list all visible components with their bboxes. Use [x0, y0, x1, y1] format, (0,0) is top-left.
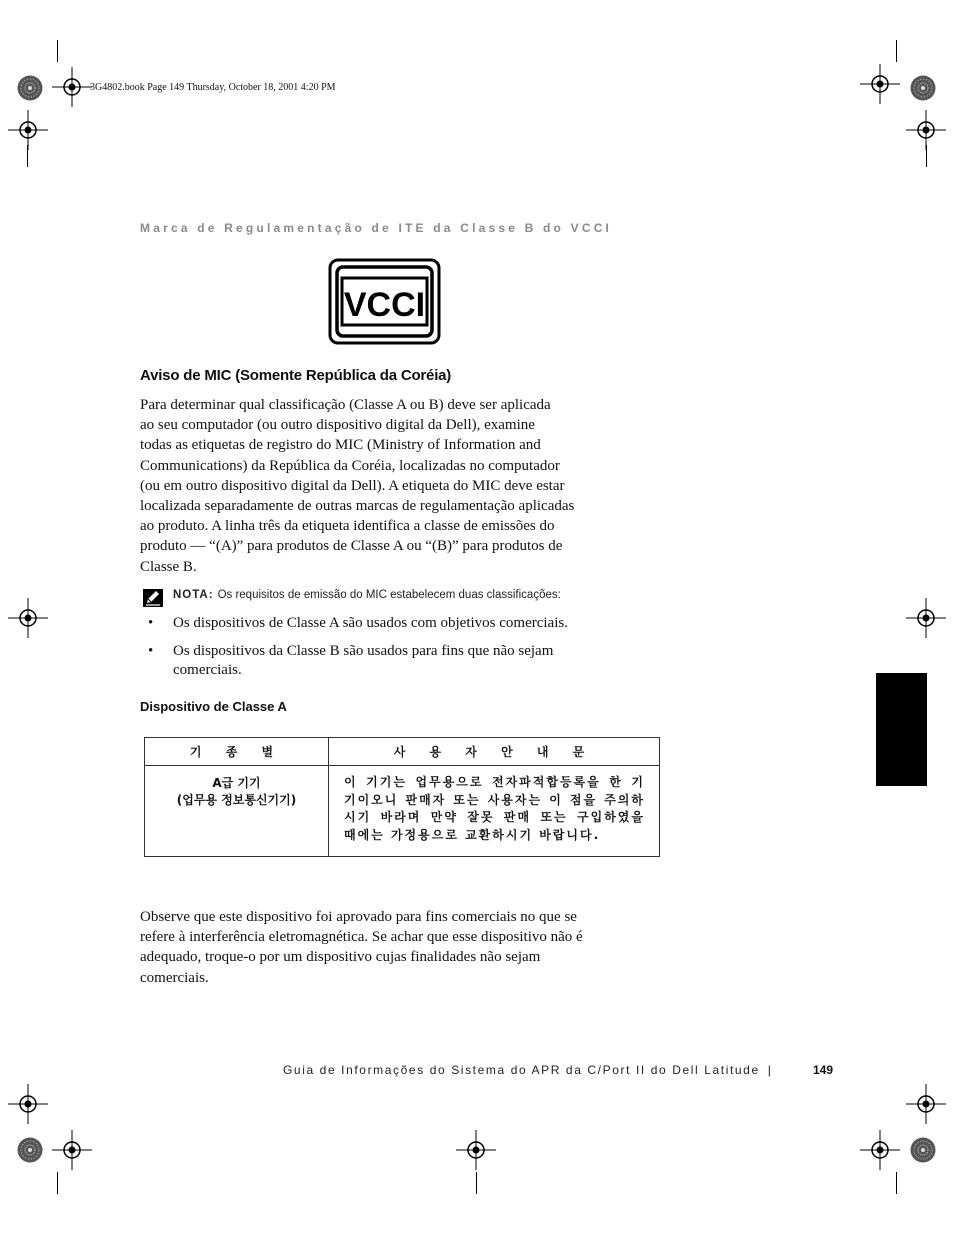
crop-line — [896, 1172, 897, 1194]
device-class-line: A급 기기 — [212, 776, 261, 790]
paragraph-line: localizada separadamente de outras marcas de regulamentação aplicadas — [140, 498, 575, 515]
paragraph-line: refere à interferência eletromagnética. Se achar que esse dispositivo não é — [140, 929, 583, 946]
table-header-user-guide: 사 용 자 안 내 문 — [329, 738, 660, 766]
footer-separator: | — [767, 1063, 773, 1077]
paragraph-line: Para determinar qual classificação (Classe A ou B) deve ser aplicada — [140, 397, 551, 413]
vcci-logo-text: VCCI — [343, 286, 426, 324]
mic-heading: Aviso de MIC (Somente República da Coréia) — [140, 367, 452, 384]
paragraph-line: ao produto. A linha três da etiqueta identifica a classe de emissões do — [140, 518, 555, 535]
registration-mark-top-left — [52, 67, 92, 107]
list-item: Os dispositivos da Classe B são usados para fins que não sejam comerciais. — [173, 643, 554, 678]
registration-mark-right-upper — [906, 110, 946, 150]
registration-mark-bottom-center — [456, 1130, 496, 1170]
class-a-heading: Dispositivo de Classe A — [140, 699, 287, 714]
table-row — [145, 766, 660, 857]
bullet-mark: • — [148, 643, 154, 659]
chapter-thumb-tab — [876, 673, 927, 786]
paragraph-line: Communications) da República da Coréia, localizadas no computador — [140, 457, 560, 474]
registration-mark-left-middle — [8, 598, 48, 638]
paragraph-line: ao seu computador (ou outro dispositivo digital da Dell), examine — [140, 417, 535, 434]
user-guide-cell: 이 기기는 업무용으로 전자파적합등록을 한 기기이오니 판매자 또는 사용자는 이 점을 주의하시기 바라며 만약 잘못 판매 또는 구입하였을 때에는 가정용으로 교환하시기 바랍니다. — [329, 766, 660, 857]
note-label: NOTA: — [173, 589, 214, 601]
section-title: Marca de Regulamentação de ITE da Classe B do VCCI — [140, 221, 613, 235]
mic-class-a-table — [144, 737, 660, 857]
registration-mark-left-lower — [8, 1084, 48, 1124]
registration-mark-right-lower — [906, 1084, 946, 1124]
footer-title-text: Guia de Informações do Sistema do APR da C/Port II do Dell Latitude — [283, 1063, 760, 1077]
crop-line — [57, 1172, 58, 1194]
page-number: 149 — [813, 1063, 834, 1077]
rosette-mark-top-left — [17, 75, 43, 101]
footer-title — [283, 1063, 782, 1077]
paragraph-line: todas as etiquetas de registro do MIC (Ministry of Information and — [140, 437, 541, 454]
device-class-cell — [145, 766, 329, 857]
note — [173, 589, 561, 601]
book-header: 3G4802.book Page 149 Thursday, October 18, 2001 4:20 PM — [90, 82, 336, 93]
pencil-note-icon — [143, 589, 163, 607]
bullet-mark: • — [148, 615, 154, 631]
rosette-mark-bottom-right — [910, 1137, 936, 1163]
table-header-row — [145, 738, 660, 766]
closing-paragraph — [140, 907, 630, 988]
crop-line — [27, 145, 28, 167]
paragraph-line: adequado, troque-o por um dispositivo cujas finalidades não sejam — [140, 949, 541, 966]
mic-paragraph — [140, 395, 610, 577]
paragraph-line: Classe B. — [140, 558, 197, 575]
list-item: Os dispositivos de Classe A são usados com objetivos comerciais. — [173, 615, 568, 631]
device-class-line: (업무용 정보통신기기) — [176, 793, 297, 807]
rosette-mark-top-right — [910, 75, 936, 101]
crop-line — [896, 40, 897, 62]
registration-mark-bottom-right — [860, 1130, 900, 1170]
table-header-device-type: 기 종 별 — [145, 738, 329, 766]
crop-line — [926, 145, 927, 167]
registration-mark-left-upper — [8, 110, 48, 150]
note-text: Os requisitos de emissão do MIC estabelecem duas classificações: — [217, 589, 561, 601]
paragraph-line: (ou em outro dispositivo digital da Dell). A etiqueta do MIC deve estar — [140, 477, 565, 494]
registration-mark-bottom-left — [52, 1130, 92, 1170]
registration-mark-right-middle — [906, 598, 946, 638]
crop-line — [476, 1172, 477, 1194]
registration-mark-top-right — [860, 64, 900, 104]
paragraph-line: Observe que este dispositivo foi aprovado para fins comerciais no que se — [140, 909, 577, 925]
paragraph-line: comerciais. — [140, 969, 209, 986]
crop-line — [57, 40, 58, 62]
vcci-logo — [328, 258, 441, 345]
rosette-mark-bottom-left — [17, 1137, 43, 1163]
paragraph-line: produto — “(A)” para produtos de Classe A ou “(B)” para produtos de — [140, 538, 563, 555]
